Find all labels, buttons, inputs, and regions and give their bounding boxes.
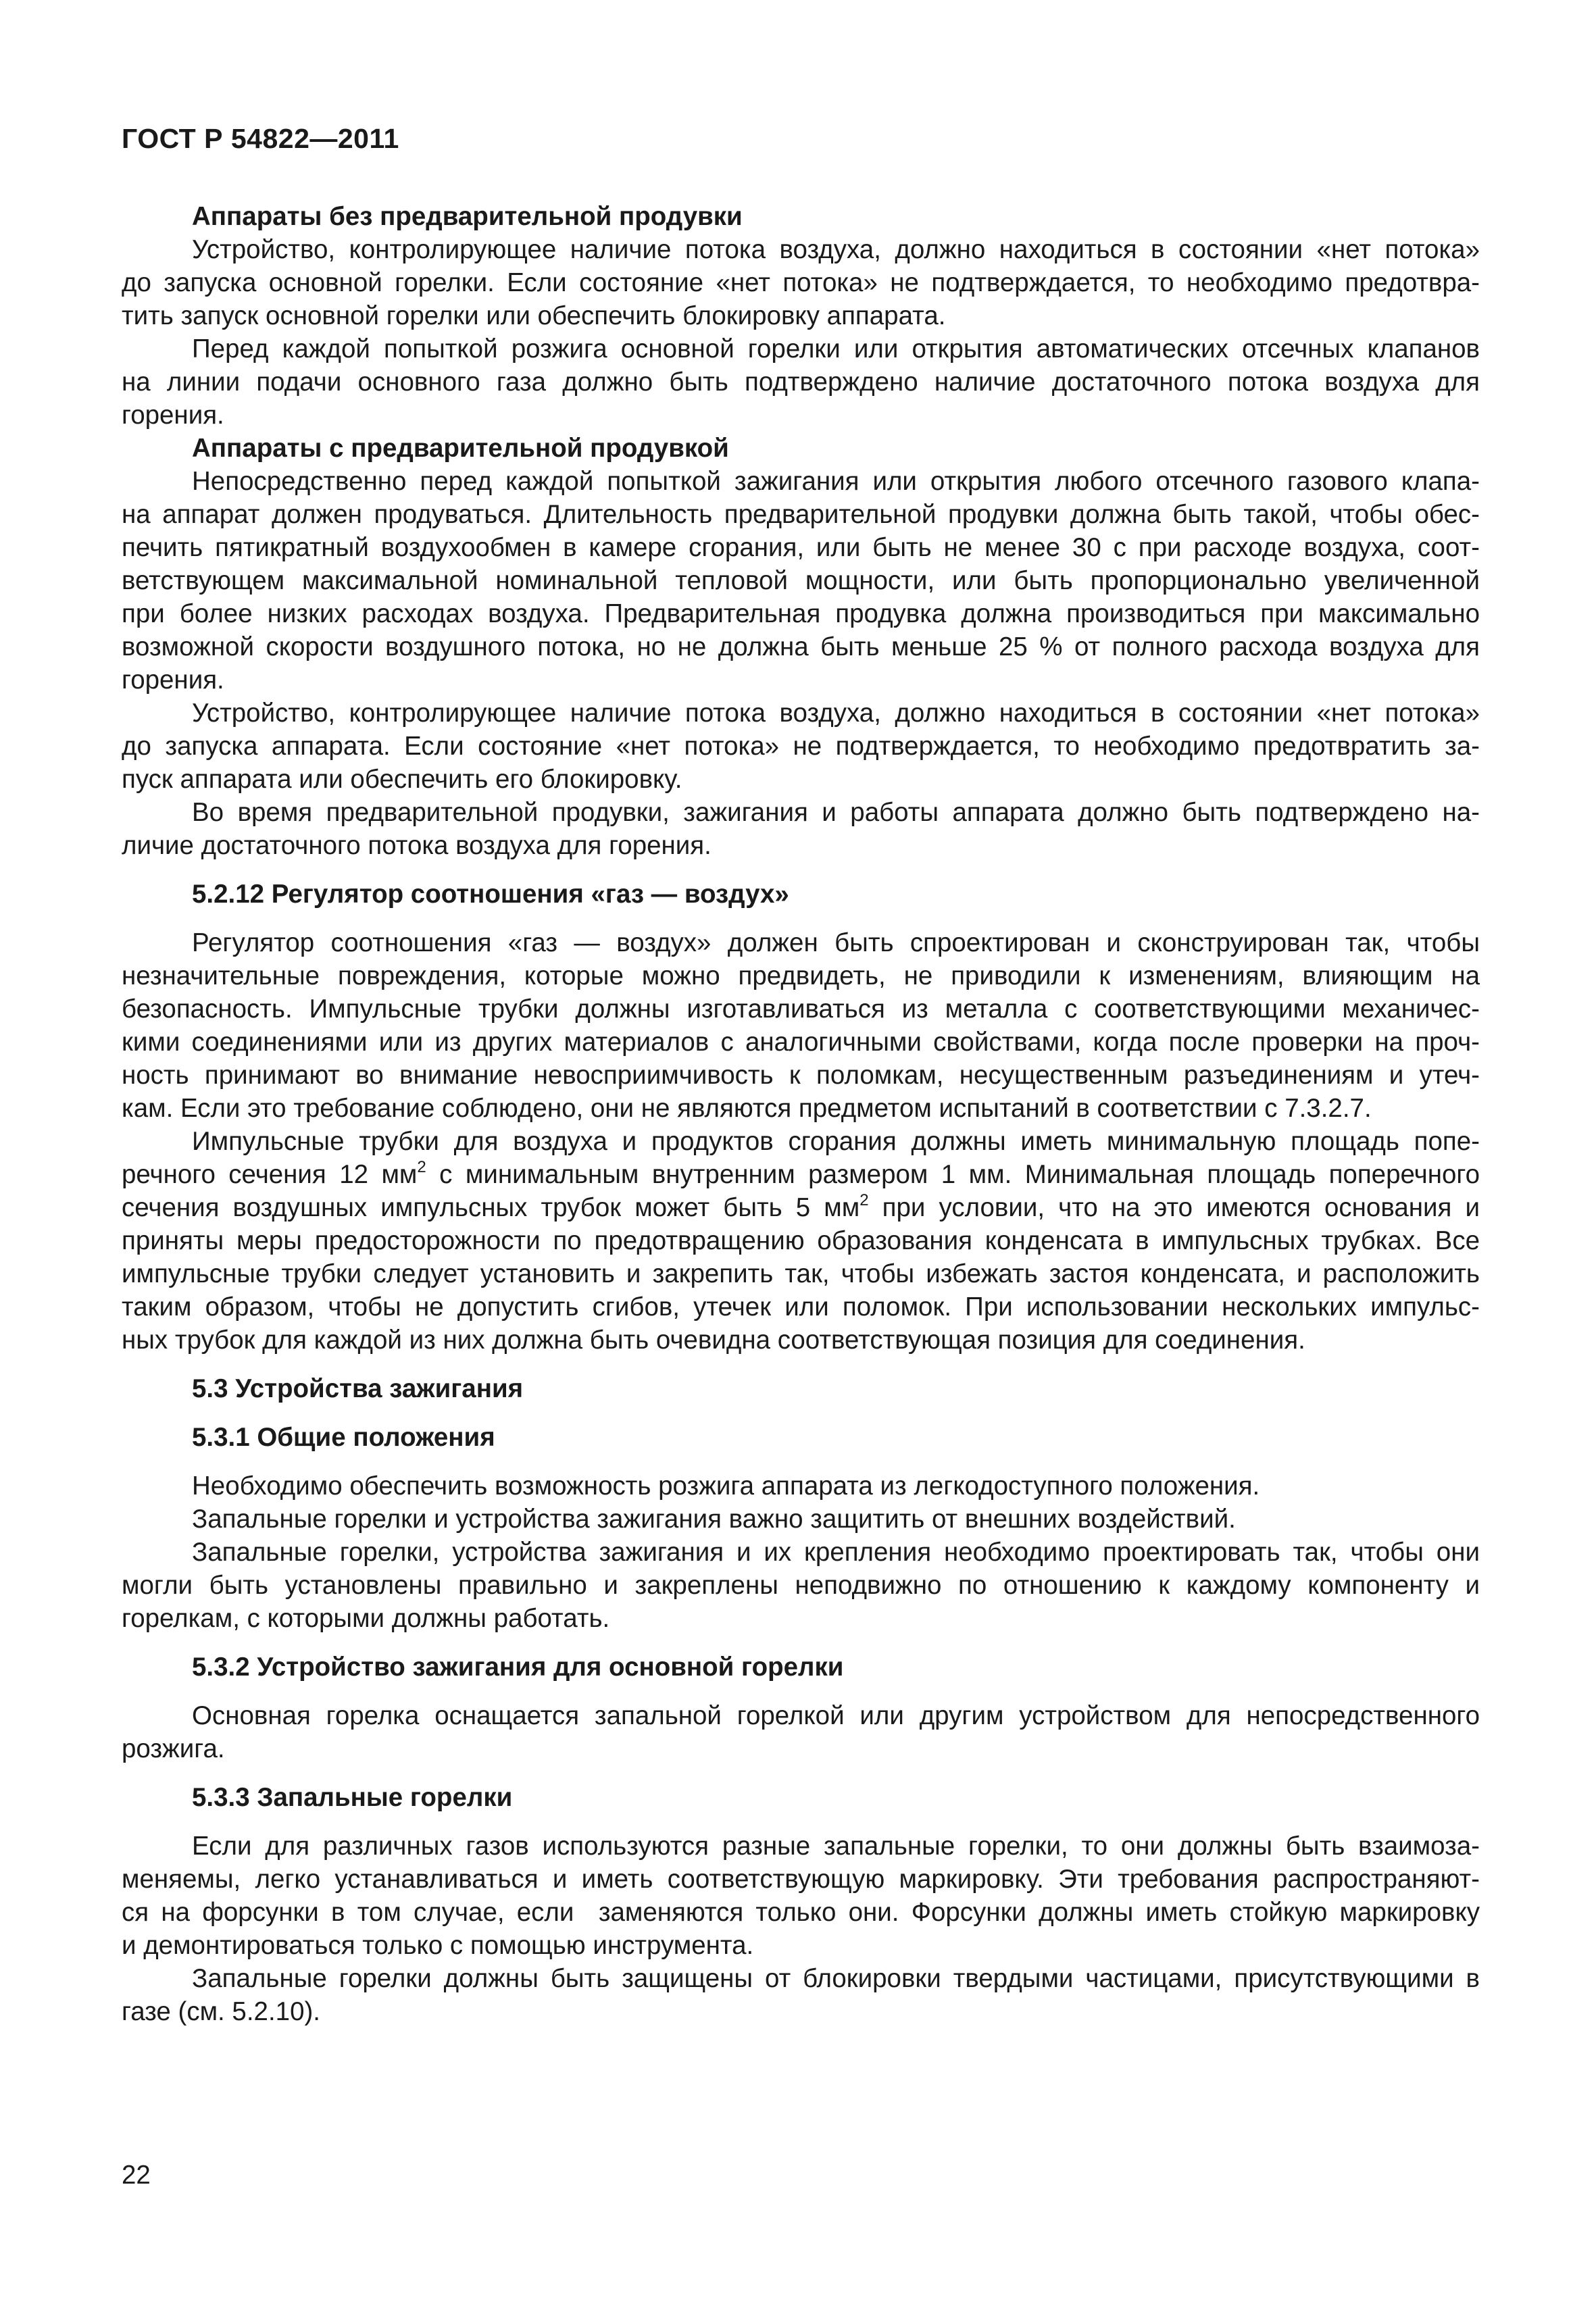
text-line	[122, 1536, 1480, 1569]
text-line	[122, 1929, 1480, 1962]
line-text: Во время предварительной продувки, зажигания и работы аппарата должно быть подтверждено на-	[192, 798, 1480, 827]
text-line	[122, 266, 1480, 299]
section-heading	[122, 878, 1480, 911]
section-heading	[122, 1781, 1480, 1814]
line-text: Запальные горелки, устройства зажигания и их крепления необходимо проектировать так, чтобы они	[192, 1538, 1480, 1567]
text-line	[122, 1896, 1480, 1929]
line-text: розжига.	[122, 1734, 225, 1763]
line-text: Если для различных газов используются разные запальные горелки, то они должны быть взаимоза-	[192, 1832, 1480, 1861]
text-line	[122, 1569, 1480, 1602]
line-text: речного сечения 12 мм	[122, 1160, 418, 1189]
line-text: Непосредственно перед каждой попыткой зажигания или открытия любого отсечного газового клапа-	[192, 467, 1480, 496]
text-line	[122, 1290, 1480, 1324]
line-text: приняты меры предосторожности по предотвращению образования конденсата в импульсных трубках. Все	[122, 1226, 1480, 1255]
line-text: сечения воздушных импульсных трубок может быть 5 мм	[122, 1193, 860, 1222]
paragraph-gap	[122, 1814, 1480, 1830]
section-heading	[122, 1421, 1480, 1454]
text-line	[122, 233, 1480, 266]
text-line	[122, 597, 1480, 630]
line-text: таким образом, чтобы не допустить сгибов, утечек или поломок. При использовании нескольких импульс-	[122, 1292, 1480, 1322]
line-text: печить пятикратный воздухообмен в камере сгорания, или быть не менее 30 с при расходе воздуха, соот-	[122, 533, 1480, 562]
line-text: ветствующем максимальной номинальной тепловой мощности, или быть пропорционально увеличенной	[122, 566, 1480, 595]
paragraph-gap	[122, 1765, 1480, 1781]
line-text: незначительные повреждения, которые можно предвидеть, не приводили к изменениям, влияющим на	[122, 961, 1480, 990]
line-text: Устройство, контролирующее наличие потока воздуха, должно находиться в состоянии «нет потока»	[192, 235, 1480, 264]
line-text: Основная горелка оснащается запальной горелкой или другим устройством для непосредственного	[192, 1701, 1480, 1730]
line-text: Аппараты с предварительной продувкой	[192, 434, 729, 463]
text-line	[122, 299, 1480, 332]
line-text: на линии подачи основного газа должно быть подтверждено наличие достаточного потока воздуха для	[122, 368, 1480, 397]
line-text: тить запуск основной горелки или обеспечить блокировку аппарата.	[122, 301, 946, 330]
line-text: Перед каждой попыткой розжига основной горелки или открытия автоматических отсечных клапанов	[192, 334, 1480, 363]
paragraph-gap	[122, 911, 1480, 926]
text-line	[122, 332, 1480, 366]
text-line	[122, 630, 1480, 663]
line-text: 5.3 Устройства зажигания	[192, 1374, 524, 1403]
line-text: Запальные горелки и устройства зажигания важно защитить от внешних воздействий.	[192, 1505, 1236, 1534]
line-text: кими соединениями или из других материалов с аналогичными свойствами, когда после проверки на проч-	[122, 1028, 1480, 1057]
text-line	[122, 531, 1480, 564]
text-line	[122, 697, 1480, 730]
text-line	[122, 1995, 1480, 2028]
page-number: 22	[122, 2161, 151, 2190]
line-text-continued: при условии, что на это имеются основания и	[868, 1193, 1480, 1222]
line-text: на аппарат должен продуваться. Длительность предварительной продувки должна быть такой, чтобы обес-	[122, 500, 1480, 529]
text-line	[122, 1469, 1480, 1503]
superscript: 2	[859, 1191, 869, 1209]
document-header: ГОСТ Р 54822—2011	[122, 123, 399, 154]
text-line	[122, 1092, 1480, 1125]
line-text: 5.2.12 Регулятор соотношения «газ — воздух»	[192, 880, 789, 909]
text-line	[122, 1257, 1480, 1290]
text-line	[122, 564, 1480, 597]
line-text: ся на форсунки в том случае, если заменяются только они. Форсунки должны иметь стойкую маркировку	[122, 1898, 1480, 1927]
text-line	[122, 959, 1480, 992]
paragraph-gap	[122, 1684, 1480, 1699]
line-text: пуск аппарата или обеспечить его блокировку.	[122, 765, 682, 794]
paragraph-gap	[122, 1635, 1480, 1651]
text-line	[122, 366, 1480, 399]
line-text: ность принимают во внимание невосприимчивость к поломкам, несущественным разъединениям и утеч-	[122, 1061, 1480, 1090]
line-text: 5.3.1 Общие положения	[192, 1423, 495, 1452]
text-line	[122, 1125, 1480, 1158]
text-line	[122, 730, 1480, 763]
text-line	[122, 992, 1480, 1026]
text-line	[122, 663, 1480, 697]
line-text: горения.	[122, 665, 224, 695]
line-text: личие достаточного потока воздуха для горения.	[122, 831, 712, 860]
paragraph-gap	[122, 1454, 1480, 1469]
line-text: до запуска основной горелки. Если состояние «нет потока» не подтверждается, то необходимо предотвра-	[122, 268, 1480, 297]
text-line	[122, 1503, 1480, 1536]
line-text: кам. Если это требование соблюдено, они не являются предметом испытаний в соответствии с 7.3.2.7.	[122, 1094, 1372, 1123]
text-line	[122, 829, 1480, 862]
line-text: ных трубок для каждой из них должна быть очевидна соответствующая позиция для соединения.	[122, 1326, 1305, 1355]
paragraph-gap	[122, 862, 1480, 878]
line-text: горения.	[122, 401, 224, 430]
line-text: 5.3.3 Запальные горелки	[192, 1783, 513, 1812]
line-text: возможной скорости воздушного потока, но не должна быть меньше 25 % от полного расхода воздуха для	[122, 632, 1480, 661]
section-heading	[122, 200, 1480, 233]
document-body	[122, 200, 1480, 2028]
line-text: могли быть установлены правильно и закреплены неподвижно по отношению к каждому компоненту и	[122, 1571, 1480, 1600]
text-line	[122, 399, 1480, 432]
text-line	[122, 1324, 1480, 1357]
line-text: безопасность. Импульсные трубки должны изготавливаться из металла с соответствующими механичес-	[122, 995, 1480, 1024]
line-text: и демонтироваться только с помощью инструмента.	[122, 1931, 754, 1960]
text-line	[122, 498, 1480, 531]
text-line	[122, 1863, 1480, 1896]
text-line	[122, 1158, 1480, 1191]
section-heading	[122, 432, 1480, 465]
line-text: газе (см. 5.2.10).	[122, 1997, 320, 2026]
text-line	[122, 926, 1480, 959]
section-heading	[122, 1651, 1480, 1684]
text-line	[122, 1830, 1480, 1863]
text-line	[122, 465, 1480, 498]
text-line	[122, 1602, 1480, 1635]
text-line	[122, 1191, 1480, 1224]
text-line	[122, 1699, 1480, 1732]
text-line	[122, 796, 1480, 829]
line-text: импульсные трубки следует установить и закрепить так, чтобы избежать застоя конденсата, и расположить	[122, 1259, 1480, 1288]
paragraph-gap	[122, 1405, 1480, 1421]
line-text: Устройство, контролирующее наличие потока воздуха, должно находиться в состоянии «нет потока»	[192, 699, 1480, 728]
line-text: горелкам, с которыми должны работать.	[122, 1604, 610, 1633]
text-line	[122, 763, 1480, 796]
line-text: Запальные горелки должны быть защищены от блокировки твердыми частицами, присутствующими в	[192, 1964, 1480, 1993]
line-text: меняемы, легко устанавливаться и иметь соответствующую маркировку. Эти требования распространяют-	[122, 1865, 1480, 1894]
text-line	[122, 1224, 1480, 1257]
line-text: при более низких расходах воздуха. Предварительная продувка должна производиться при максимально	[122, 599, 1480, 628]
section-heading	[122, 1372, 1480, 1405]
text-line	[122, 1962, 1480, 1995]
line-text: Импульсные трубки для воздуха и продуктов сгорания должны иметь минимальную площадь попе-	[192, 1127, 1480, 1156]
line-text: Регулятор соотношения «газ — воздух» должен быть спроектирован и сконструирован так, чтобы	[192, 928, 1480, 957]
superscript: 2	[417, 1158, 426, 1176]
text-line	[122, 1026, 1480, 1059]
paragraph-gap	[122, 1357, 1480, 1372]
text-line	[122, 1059, 1480, 1092]
line-text: 5.3.2 Устройство зажигания для основной горелки	[192, 1653, 844, 1682]
text-line	[122, 1732, 1480, 1765]
line-text: до запуска аппарата. Если состояние «нет потока» не подтверждается, то необходимо предотвратить за-	[122, 732, 1480, 761]
line-text: Аппараты без предварительной продувки	[192, 202, 743, 231]
line-text-continued: с минимальным внутренним размером 1 мм. Минимальная площадь поперечного	[426, 1160, 1480, 1189]
line-text: Необходимо обеспечить возможность розжига аппарата из легкодоступного положения.	[192, 1472, 1260, 1501]
